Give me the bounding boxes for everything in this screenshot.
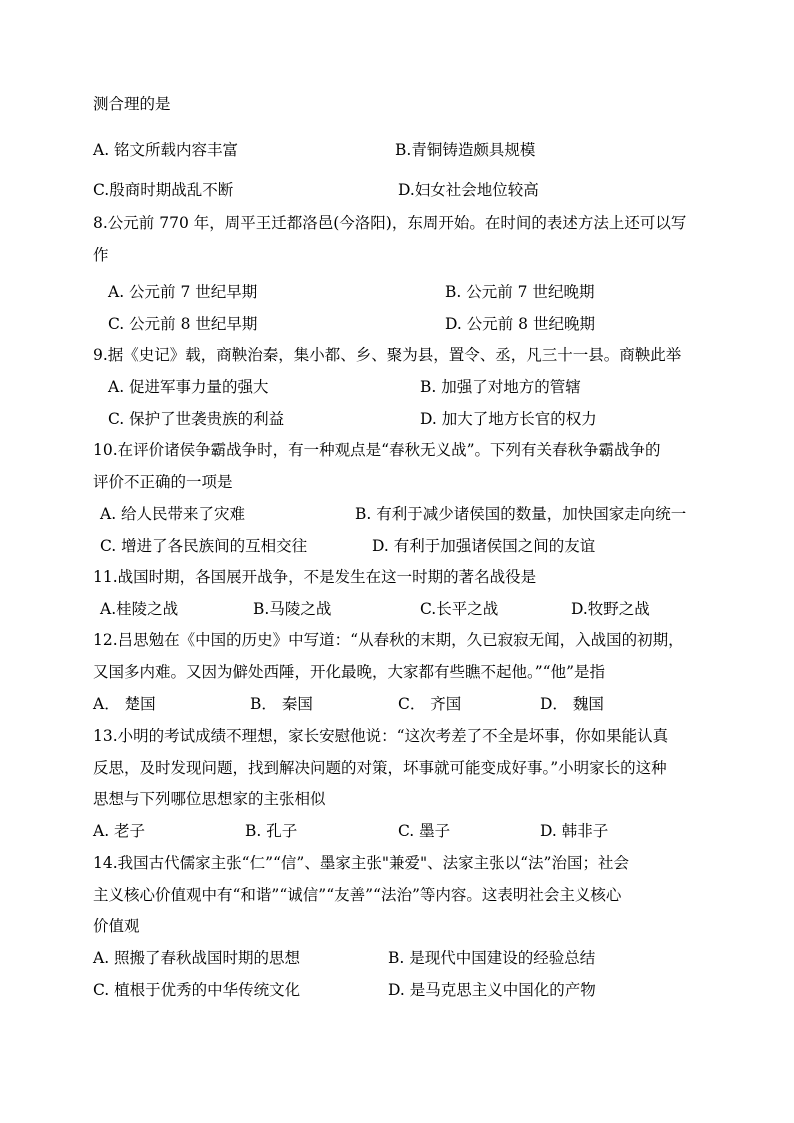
- q10-option-b: B. 有利于减少诸侯国的数量，加快国家走向统一: [355, 505, 687, 523]
- q10-stem-line-2: 评价不正确的一项是: [93, 473, 233, 491]
- q11-option-c: C.长平之战: [420, 600, 499, 618]
- q10-stem-line-1: 10.在评价诸侯争霸战争时，有一种观点是“春秋无义战”。下列有关春秋争霸战争的: [93, 441, 661, 459]
- q11-option-b: B.马陵之战: [253, 600, 332, 618]
- q12-option-a: A． 楚国: [93, 695, 156, 713]
- q11-stem: 11.战国时期，各国展开战争，不是发生在这一时期的著名战役是: [93, 568, 537, 586]
- q7-stem-end: 测合理的是: [93, 95, 171, 113]
- q9-option-a: A. 促进军事力量的强大: [108, 378, 269, 396]
- q9-option-d: D. 加大了地方长官的权力: [420, 410, 597, 428]
- q9-option-b: B. 加强了对地方的管辖: [420, 378, 581, 396]
- q12-stem-line-1: 12.吕思勉在《中国的历史》中写道：“从春秋的末期，久已寂寂无闻，入战国的初期，: [93, 631, 684, 649]
- q14-stem-line-1: 14.我国古代儒家主张“仁”“信”、墨家主张"兼爱"、法家主张以“法”治国；社会: [93, 854, 629, 872]
- q12-option-c: C． 齐国: [398, 695, 462, 713]
- q8-option-c: C. 公元前 8 世纪早期: [108, 315, 258, 333]
- q9-stem: 9.据《史记》载，商鞅治秦，集小都、乡、聚为县，置令、丞，凡三十一县。商鞅此举: [93, 346, 682, 364]
- q8-stem-line-2: 作: [93, 246, 109, 264]
- q12-option-d: D． 魏国: [540, 695, 604, 713]
- q13-option-c: C. 墨子: [398, 822, 451, 840]
- q11-option-d: D.牧野之战: [571, 600, 650, 618]
- q13-option-b: B. 孔子: [245, 822, 298, 840]
- q9-option-c: C. 保护了世袭贵族的利益: [108, 410, 285, 428]
- q11-option-a: A.桂陵之战: [100, 600, 179, 618]
- q7-option-b: B.青铜铸造颇具规模: [395, 141, 536, 159]
- q12-stem-line-2: 又国多内难。又因为僻处西陲，开化最晚，大家都有些瞧不起他。”“他”是指: [93, 663, 606, 681]
- q12-option-b: B． 秦国: [250, 695, 313, 713]
- q13-option-d: D. 韩非子: [540, 822, 609, 840]
- q7-option-c: C.殷商时期战乱不断: [93, 181, 234, 199]
- q7-option-a: A. 铭文所载内容丰富: [93, 141, 239, 159]
- q13-stem-line-2: 反思，及时发现问题，找到解决问题的对策，坏事就可能变成好事。”小明家长的这种: [93, 759, 667, 777]
- q10-option-a: A. 给人民带来了灾难: [100, 505, 246, 523]
- q14-option-b: B. 是现代中国建设的经验总结: [388, 949, 596, 967]
- q14-option-c: C. 植根于优秀的中华传统文化: [93, 981, 301, 999]
- q10-option-d: D. 有利于加强诸侯国之间的友谊: [372, 537, 596, 555]
- q8-option-a: A. 公元前 7 世纪早期: [108, 283, 258, 301]
- q13-stem-line-3: 思想与下列哪位思想家的主张相似: [93, 790, 326, 808]
- q13-stem-line-1: 13.小明的考试成绩不理想，家长安慰他说：“这次考差了不全是坏事，你如果能认真: [93, 727, 669, 745]
- q7-option-d: D.妇女社会地位较高: [398, 181, 539, 199]
- q8-option-d: D. 公元前 8 世纪晚期: [445, 315, 595, 333]
- q8-stem-line-1: 8.公元前 770 年，周平王迁都洛邑(今洛阳)，东周开始。在时间的表述方法上还可以写: [93, 214, 687, 232]
- q8-option-b: B. 公元前 7 世纪晚期: [445, 283, 595, 301]
- q14-stem-line-3: 价值观: [93, 917, 140, 935]
- q14-stem-line-2: 主义核心价值观中有“和谐”“诚信”“友善”“法治”等内容。这表明社会主义核心: [93, 886, 622, 904]
- q13-option-a: A. 老子: [93, 822, 146, 840]
- q10-option-c: C. 增进了各民族间的互相交往: [100, 537, 308, 555]
- q14-option-d: D. 是马克思主义中国化的产物: [388, 981, 596, 999]
- q14-option-a: A. 照搬了春秋战国时期的思想: [93, 949, 301, 967]
